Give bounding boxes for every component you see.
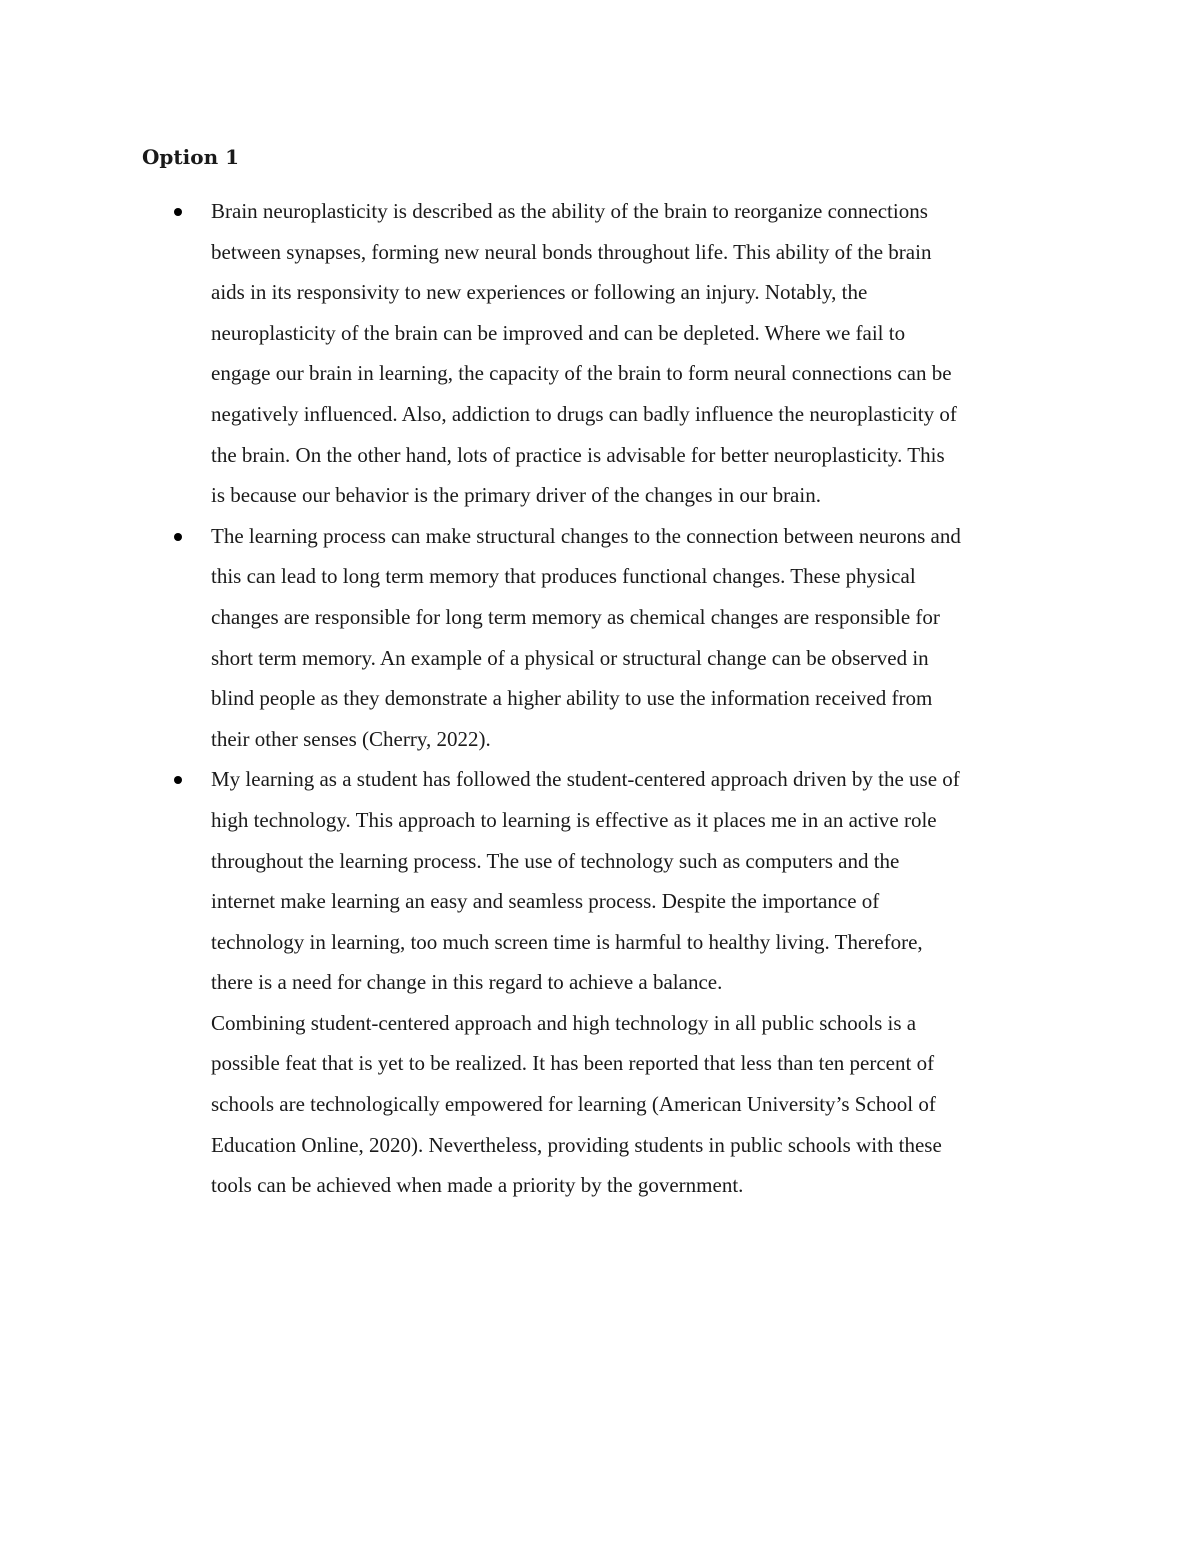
- text-line: changes are responsible for long term memory as chemical changes are responsible for: [211, 604, 940, 629]
- text-line: neuroplasticity of the brain can be improved and can be depleted. Where we fail to: [211, 320, 906, 345]
- list-item: [211, 516, 1071, 760]
- text-line: schools are technologically empowered for learning (American University’s School of: [211, 1092, 936, 1117]
- text-line: their other senses (Cherry, 2022).: [211, 726, 491, 751]
- text-line: technology in learning, too much screen time is harmful to healthy living. Therefore,: [211, 929, 923, 954]
- text-line: is because our behavior is the primary driver of the changes in our brain.: [211, 483, 821, 508]
- text-line: Education Online, 2020). Nevertheless, providing students in public schools with these: [211, 1132, 942, 1157]
- text-line: high technology. This approach to learning is effective as it places me in an active role: [211, 807, 937, 832]
- text-line: the brain. On the other hand, lots of practice is advisable for better neuroplasticity. This: [211, 442, 945, 467]
- list-item: [211, 759, 1071, 1206]
- text-line: internet make learning an easy and seamless process. Despite the importance of: [211, 889, 880, 914]
- text-line: there is a need for change in this regard to achieve a balance.: [211, 970, 723, 995]
- paragraph: [211, 191, 1071, 516]
- continuation-paragraph: [211, 1003, 1071, 1206]
- bullet-list: [211, 191, 1071, 1206]
- text-line: aids in its responsivity to new experiences or following an injury. Notably, the: [211, 280, 868, 305]
- text-line: blind people as they demonstrate a higher ability to use the information received from: [211, 686, 933, 711]
- paragraph: [211, 516, 1071, 760]
- text-line: The learning process can make structural changes to the connection between neurons and: [211, 523, 961, 548]
- text-line: tools can be achieved when made a priority by the government.: [211, 1173, 744, 1198]
- text-line: between synapses, forming new neural bonds throughout life. This ability of the brain: [211, 239, 932, 264]
- text-line: Combining student-centered approach and high technology in all public schools is a: [211, 1010, 917, 1035]
- paragraph: [211, 759, 1071, 1003]
- text-line: short term memory. An example of a physical or structural change can be observed in: [211, 645, 929, 670]
- bullet-icon: [174, 776, 182, 784]
- text-line: negatively influenced. Also, addiction to drugs can badly influence the neuroplasticity of: [211, 401, 957, 426]
- text-line: possible feat that is yet to be realized. It has been reported that less than ten percent of: [211, 1051, 935, 1076]
- text-line: throughout the learning process. The use of technology such as computers and the: [211, 848, 900, 873]
- text-line: Brain neuroplasticity is described as the ability of the brain to reorganize connections: [211, 199, 928, 223]
- page-title: Option 1: [142, 145, 240, 169]
- list-item: [211, 191, 1071, 516]
- text-line: this can lead to long term memory that produces functional changes. These physical: [211, 564, 916, 589]
- bullet-icon: [174, 208, 182, 216]
- text-line: engage our brain in learning, the capacity of the brain to form neural connections can be: [211, 361, 952, 386]
- bullet-icon: [174, 533, 182, 541]
- text-line: My learning as a student has followed the student-centered approach driven by the use of: [211, 767, 960, 792]
